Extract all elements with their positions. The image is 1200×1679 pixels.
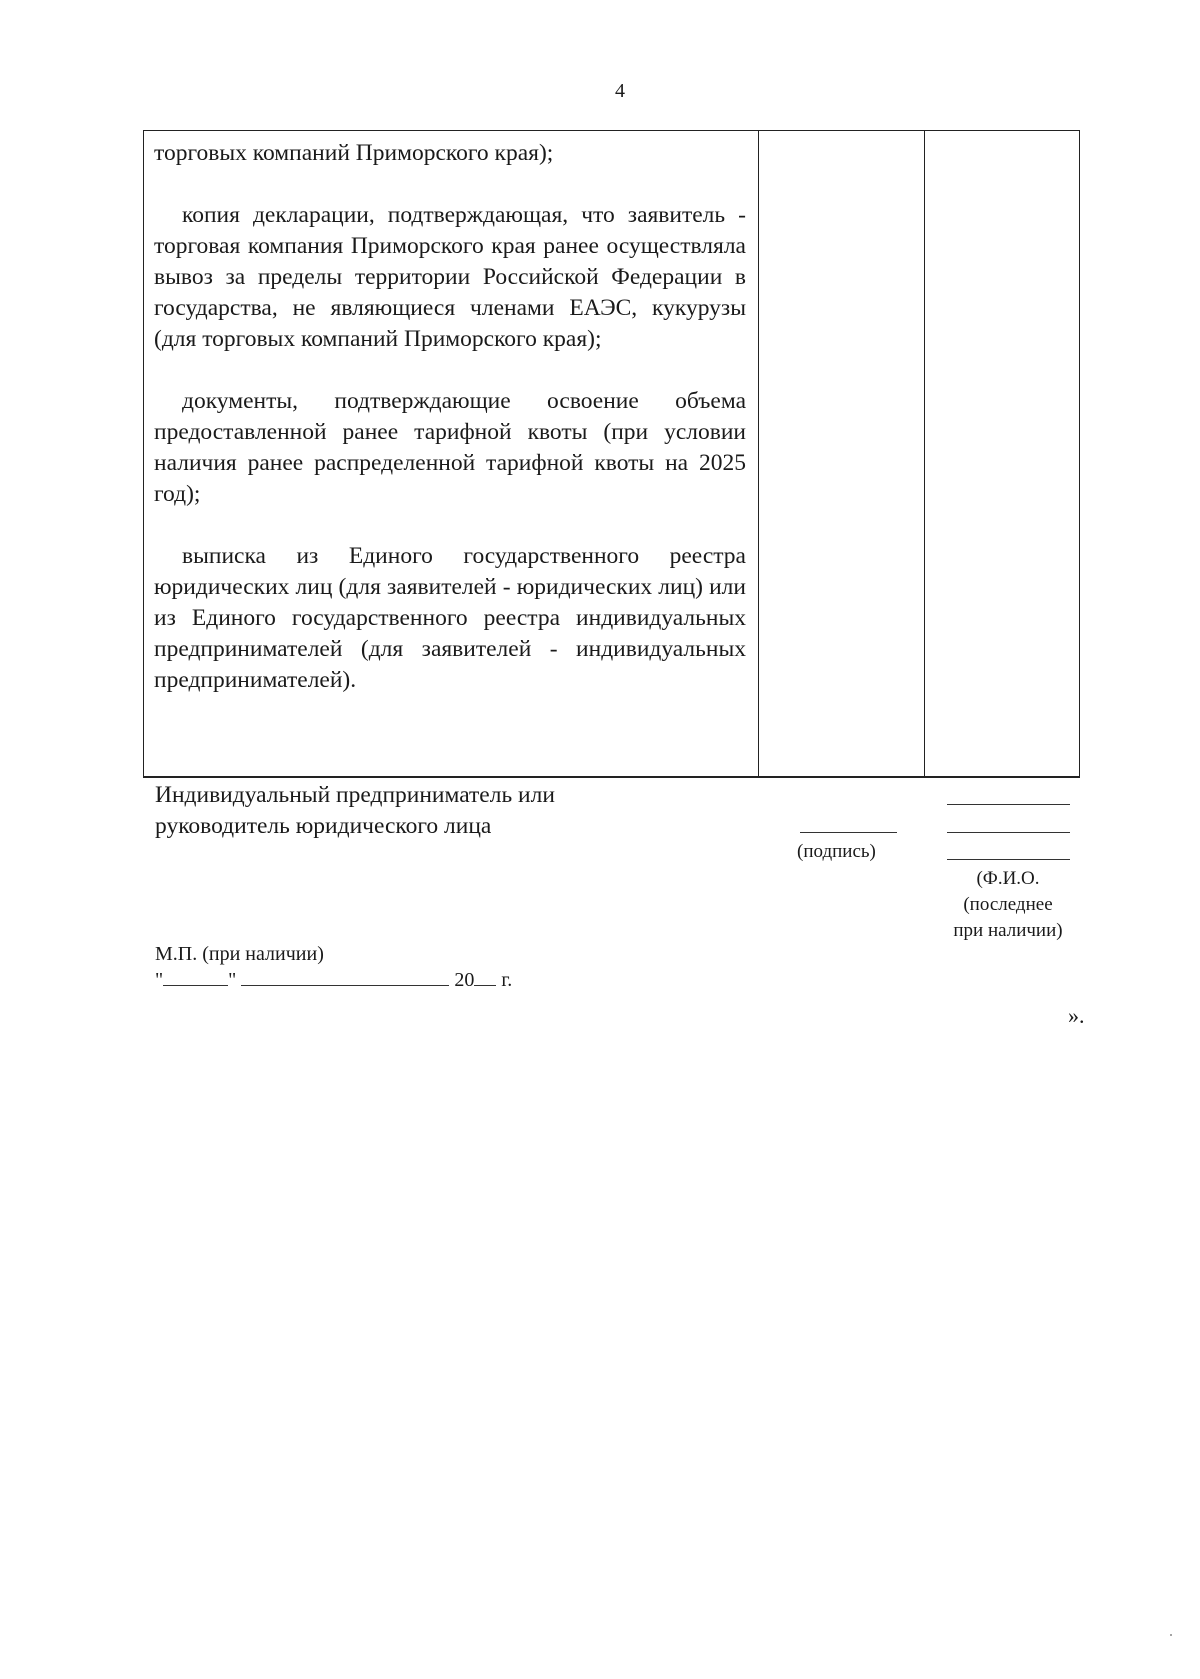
- table-column-divider: [758, 131, 759, 776]
- table-column-divider: [924, 131, 925, 776]
- date-open-quote: ": [155, 969, 164, 991]
- paragraph-registry-extract: выписка из Единого государственного реестра юридических лиц (для заявителей - юридических лиц) или из Единого государственного реестра индивидуальных предпринимателей (для заявителей - индивидуальных предпринимателей).: [154, 543, 746, 693]
- requirements-table: [143, 130, 1080, 778]
- date-year-blank: [474, 967, 496, 986]
- documents-cell: [154, 138, 746, 696]
- date-day-blank: [163, 967, 228, 986]
- signatory-label-line1: Индивидуальный предприниматель или: [155, 782, 555, 808]
- signature-rule: [800, 832, 897, 833]
- fio-caption-line3: при наличии): [953, 920, 1063, 941]
- fio-caption-line2: (последнее: [963, 894, 1053, 915]
- date-line: [155, 967, 512, 993]
- signature-rule: [947, 804, 1070, 805]
- date-month-blank: [241, 967, 449, 986]
- closing-quote-mark: ».: [1068, 1003, 1085, 1028]
- date-close-quote: ": [228, 969, 237, 991]
- paragraph-declaration-copy: копия декларации, подтверждающая, что заявитель - торговая компания Приморского края ранее осуществляла вывоз за пределы территории Российской Федерации в государства, не являющиеся членами ЕАЭС, кукурузы (для торговых компаний Приморского края);: [154, 202, 746, 352]
- signature-rule: [947, 859, 1070, 860]
- signature-rule: [947, 832, 1070, 833]
- scan-speck: [1170, 1634, 1172, 1636]
- signatory-label: [155, 780, 675, 842]
- signature-caption: (подпись): [797, 841, 876, 862]
- page-number: 4: [615, 80, 625, 102]
- fio-caption-line1: (Ф.И.О.: [976, 868, 1040, 889]
- signatory-label-line2: руководитель юридического лица: [155, 813, 492, 839]
- paragraph-trade-companies-tail: торговых компаний Приморского края);: [154, 140, 554, 166]
- date-year-prefix: 20: [454, 969, 475, 991]
- date-year-suffix: г.: [501, 969, 513, 991]
- paragraph-quota-documents: документы, подтверждающие освоение объема предоставленной ранее тарифной квоты (при условии наличия ранее распределенной тарифной квоты на 2025 год);: [154, 388, 746, 507]
- stamp-label: М.П. (при наличии): [155, 943, 324, 965]
